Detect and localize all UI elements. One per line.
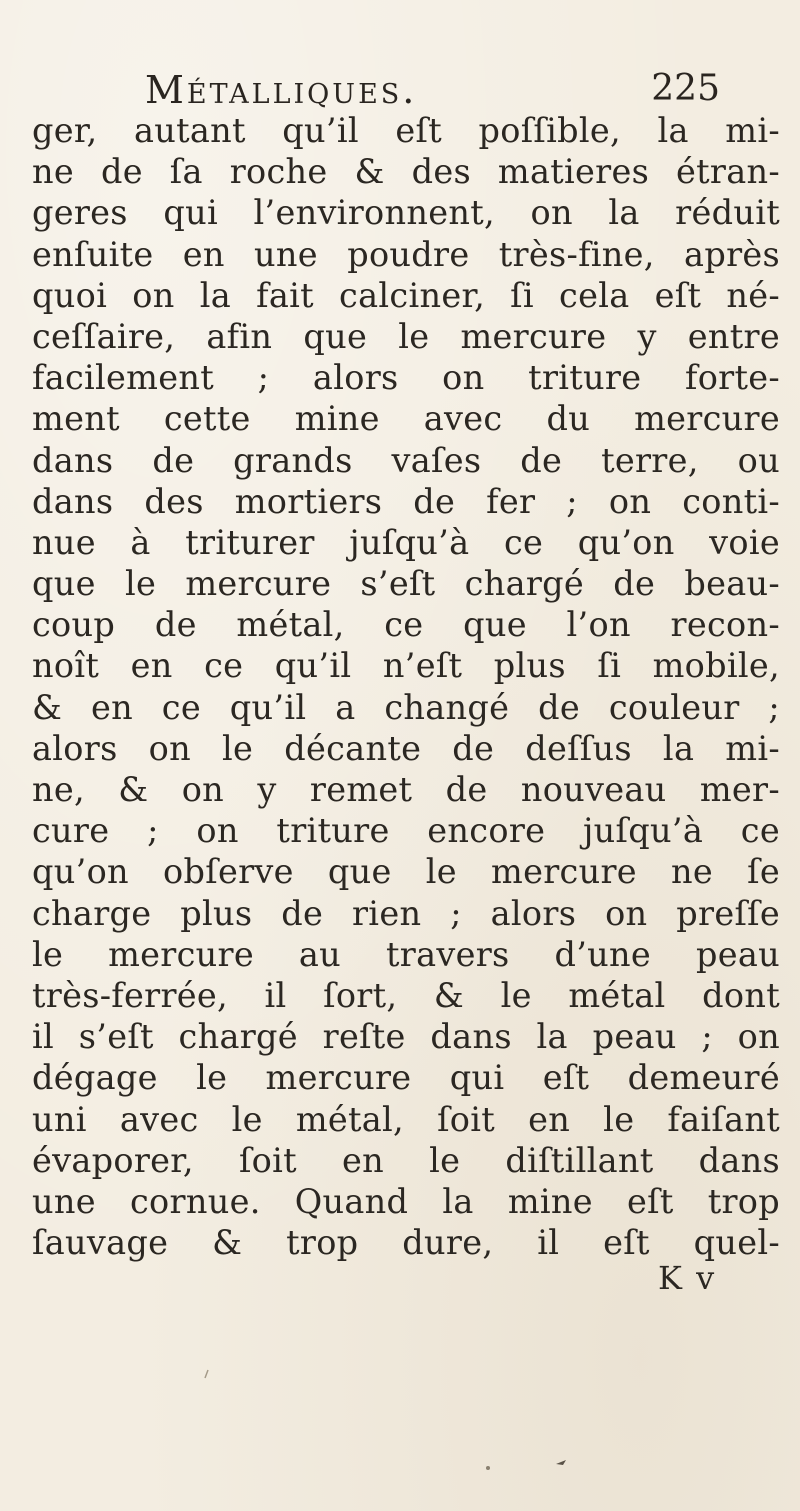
text-line: noît en ce qu’il n’eſt plus ſi mobile, [32, 646, 780, 686]
text-line: & en ce qu’il a changé de couleur ; [32, 687, 780, 727]
page-number: 225 [651, 68, 720, 109]
page-header [140, 68, 720, 112]
text-line: alors on le décante de deſſus la mi- [32, 728, 780, 768]
ink-speck [486, 1466, 490, 1470]
text-line: dans des mortiers de fer ; on conti- [32, 481, 780, 521]
text-line: geres qui l’environnent, on la réduit [32, 193, 780, 233]
text-line: uni avec le métal, ſoit en le faiſant [32, 1099, 780, 1139]
running-head: Métalliques. [145, 68, 418, 112]
text-line: ger, autant qu’il eſt poſſible, la mi- [32, 111, 780, 150]
text-line: cure ; on triture encore juſqu’à ce [32, 811, 780, 851]
text-line: ment cette mine avec du mercure [32, 399, 780, 439]
text-line: évaporer, ſoit en le diſtillant dans [32, 1140, 780, 1180]
text-line: ſauvage & trop dure, il eſt quel- [32, 1223, 780, 1263]
text-line: facilement ; alors on triture forte- [32, 358, 780, 398]
text-line: le mercure au travers d’une peau [32, 934, 780, 974]
text-line: ne, & on y remet de nouveau mer- [32, 770, 780, 809]
text-line: qu’on obſerve que le mercure ne ſe [32, 852, 780, 892]
text-line: quoi on la fait calciner, ſi cela eſt né- [32, 275, 780, 315]
text-line: enſuite en une poudre très-fine, après [32, 234, 780, 274]
ink-speck [556, 1460, 566, 1465]
text-line: une cornue. Quand la mine eſt trop [32, 1181, 780, 1221]
text-line: ceſſaire, afin que le mercure y entre [32, 316, 780, 356]
ink-speck [205, 1370, 208, 1378]
text-line: dégage le mercure qui eſt demeuré [32, 1058, 780, 1098]
text-line: que le mercure s’eſt chargé de beau- [32, 564, 780, 604]
text-line: nue à triturer juſqu’à ce qu’on voie [32, 522, 780, 562]
text-line: ne de ſa roche & des matieres étran- [32, 152, 780, 192]
text-line: il s’eſt chargé reſte dans la peau ; on [32, 1017, 780, 1057]
text-line: coup de métal, ce que l’on recon- [32, 605, 780, 645]
text-line: très-ferrée, il ſort, & le métal dont [32, 975, 780, 1015]
text-line: dans de grands vaſes de terre, ou [32, 440, 780, 480]
signature-mark: K v [658, 1259, 717, 1297]
text-line: charge plus de rien ; alors on preſſe [32, 893, 780, 933]
body-text [32, 110, 780, 1263]
